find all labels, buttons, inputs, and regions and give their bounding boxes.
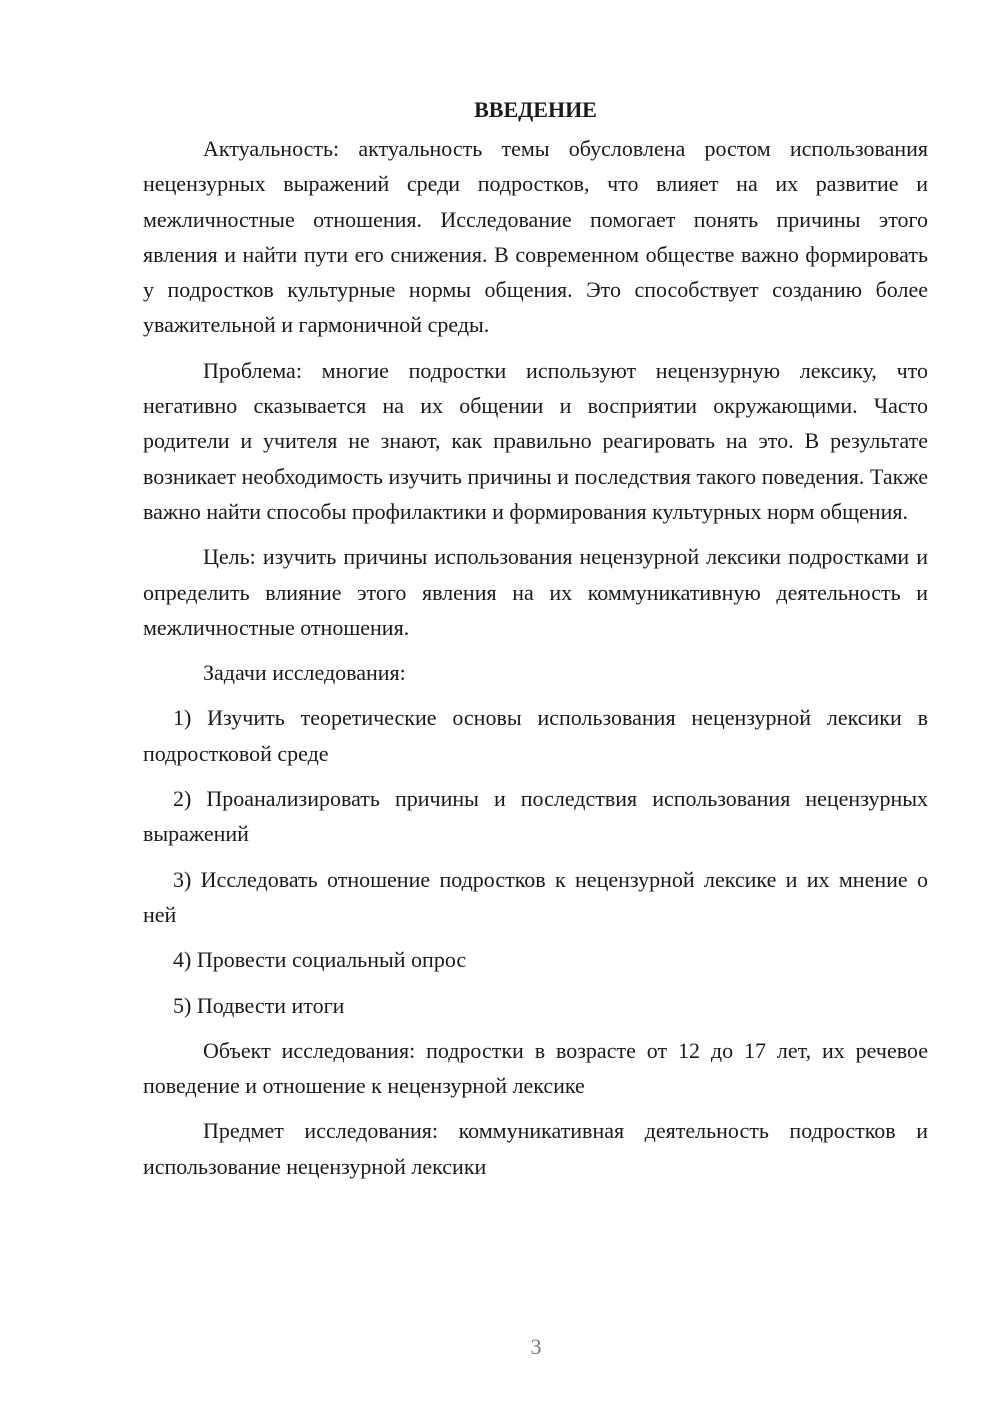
task-item-5: 5) Подвести итоги: [173, 992, 345, 1018]
task-item-2: 2) Проанализировать причины и последствия использования нецензурных выражений: [143, 786, 928, 847]
task-item-4: 4) Провести социальный опрос: [173, 947, 467, 973]
goal-paragraph: Цель: изучить причины использования нецензурной лексики подростками и определить влияние этого явления на их коммуникативную деятельность и межличностные отношения.: [143, 544, 928, 640]
problem-paragraph: Проблема: многие подростки используют нецензурную лексику, что негативно сказывается на их общении и восприятии окружающими. Часто родители и учителя не знают, как правильно реагировать на это. В результате возникает необходимость изучить причины и последствия такого поведения. Также важно найти способы профилактики и формирования культурных норм общения.: [143, 357, 928, 524]
page-number: 3: [530, 1334, 542, 1359]
subject-paragraph: Предмет исследования: коммуникативная деятельность подростков и использование нецензурной лексики: [143, 1118, 928, 1179]
tasks-heading: Задачи исследования:: [203, 660, 406, 686]
tasks-list: [143, 700, 928, 1022]
object-paragraph: Объект исследования: подростки в возрасте от 12 до 17 лет, их речевое поведение и отношение к нецензурной лексике: [143, 1037, 928, 1099]
task-item-1: 1) Изучить теоретические основы использования нецензурной лексики в подростковой среде: [143, 705, 928, 766]
section-title: ВВЕДЕНИЕ: [474, 97, 597, 122]
relevance-paragraph: Актуальность: актуальность темы обусловлена ростом использования нецензурных выражений среди подростков, что влияет на их развитие и межличностные отношения. Исследование помогает понять причины этого явления и найти пути его снижения. В современном обществе важно формировать у подростков культурные нормы общения. Это способствует созданию более уважительной и гармоничной среды.: [143, 136, 928, 338]
task-item-3: 3) Исследовать отношение подростков к нецензурной лексике и их мнение о ней: [143, 866, 928, 927]
document-body: [143, 92, 928, 1194]
